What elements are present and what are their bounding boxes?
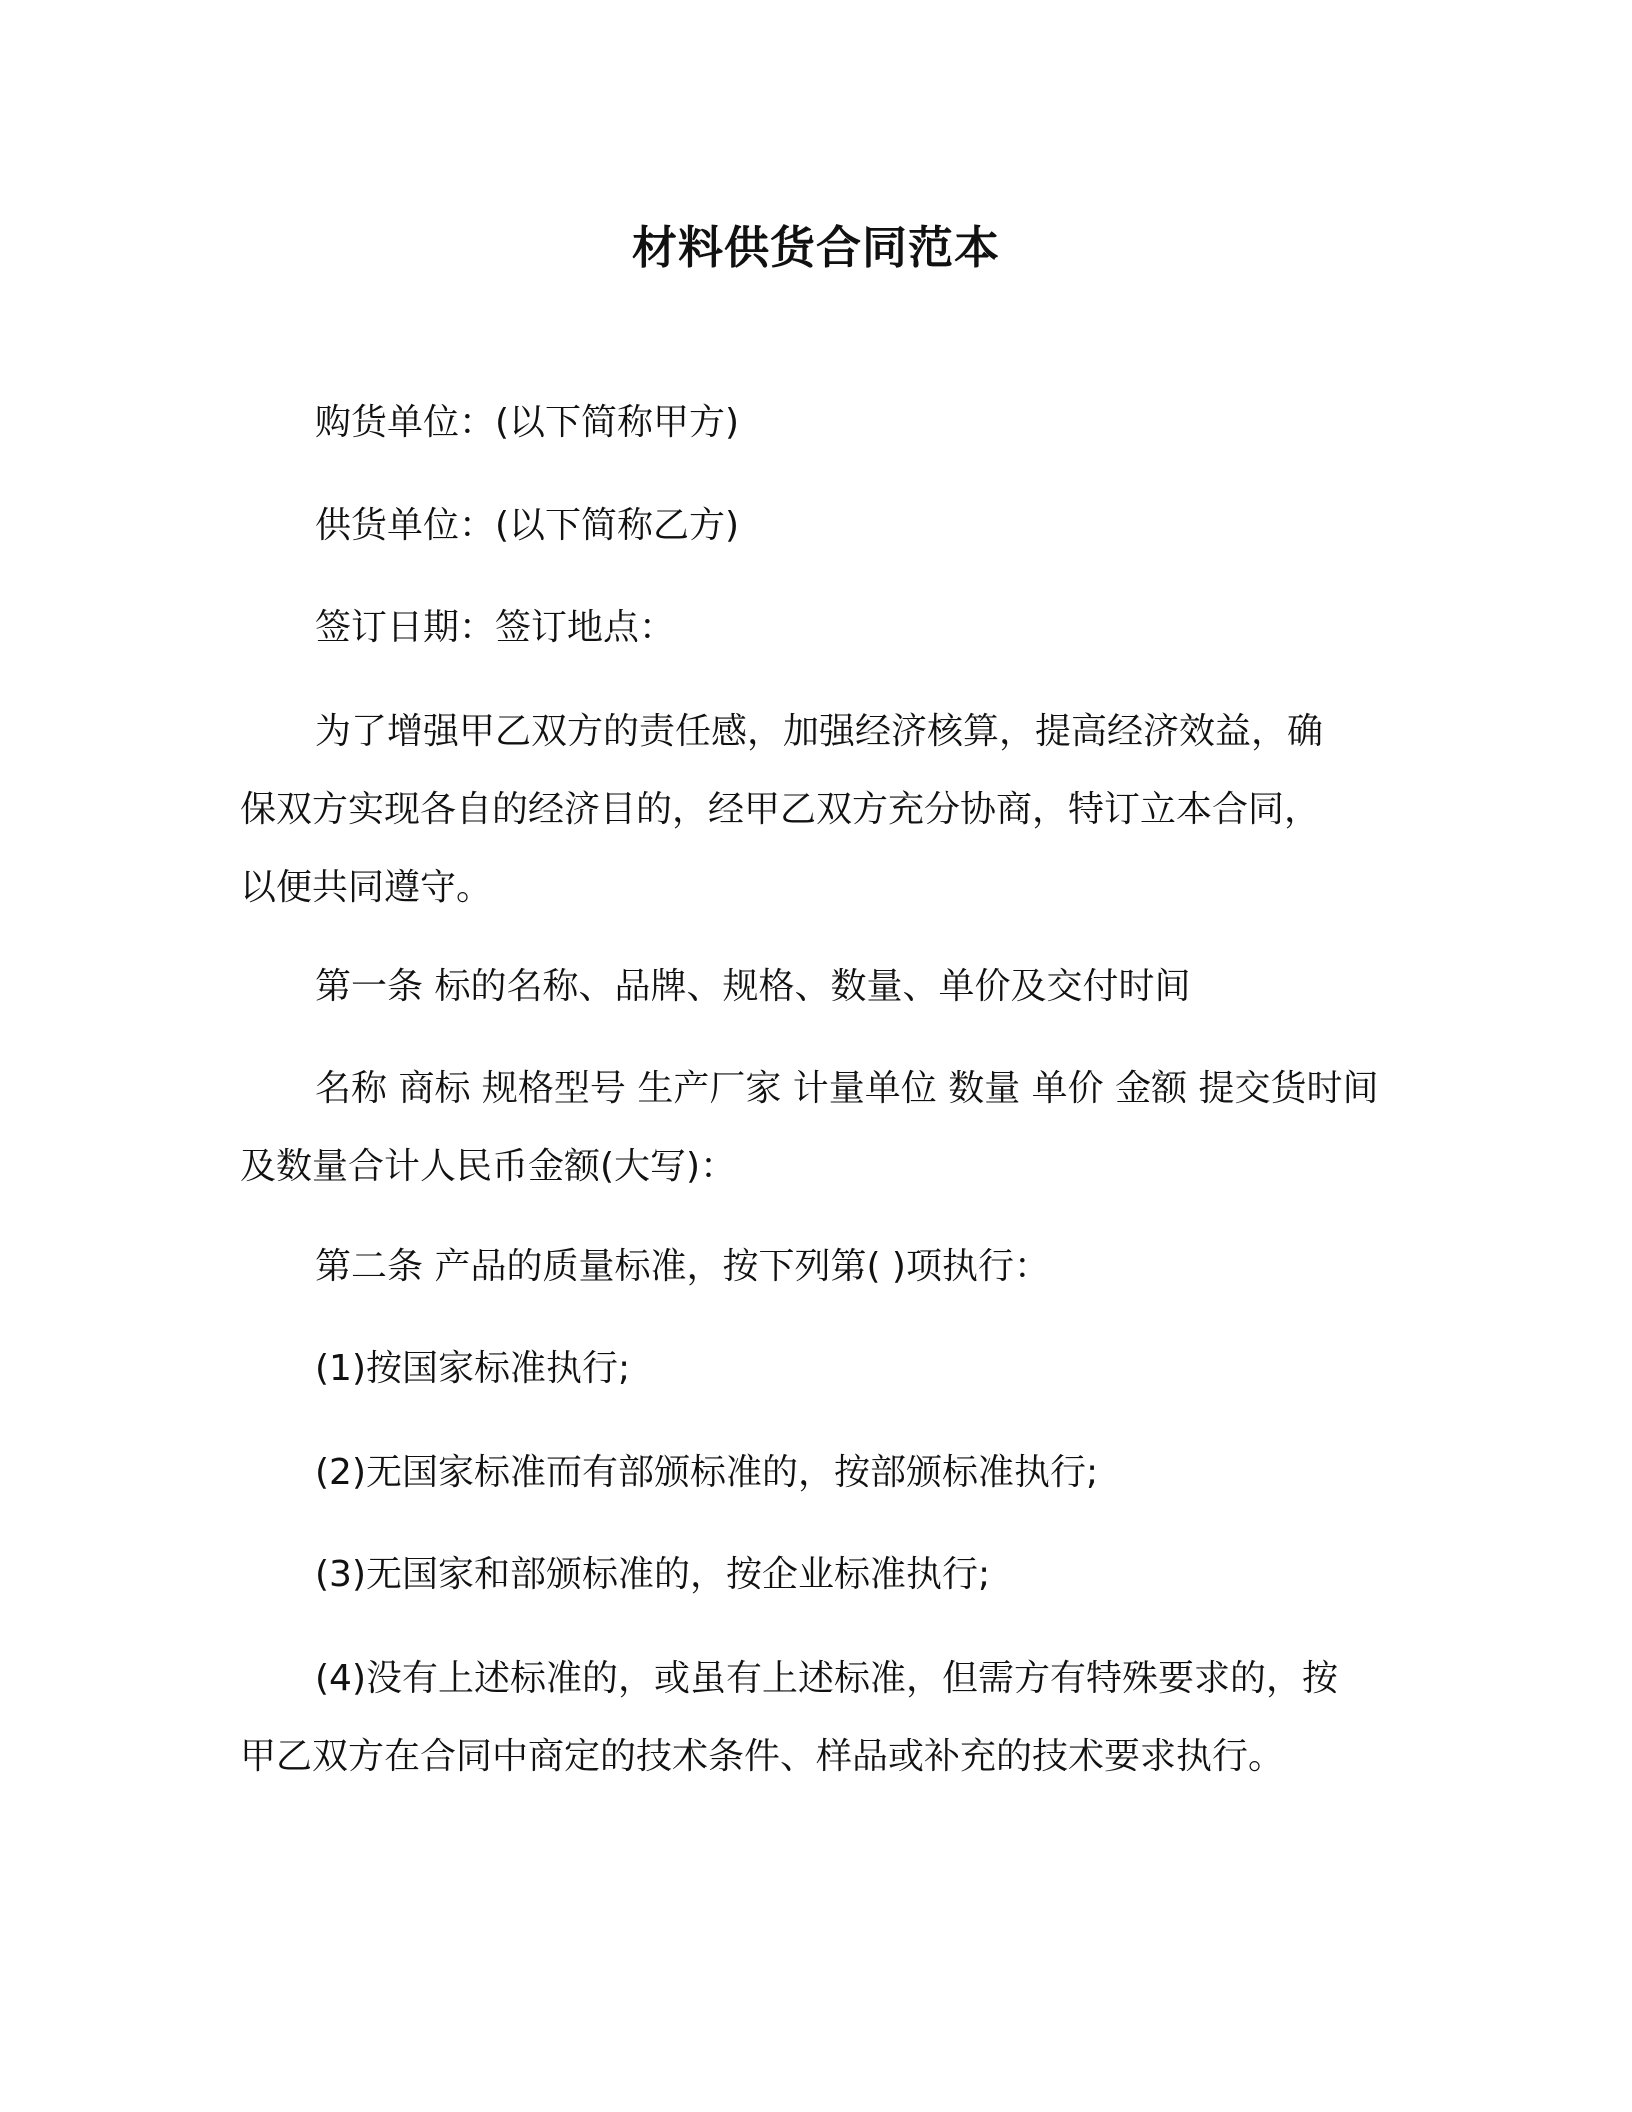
paragraph-line: 第二条 产品的质量标准，按下列第( )项执行：: [315, 1246, 1050, 1287]
paragraph-line: (2)无国家标准而有部颁标准的，按部颁标准执行;: [315, 1452, 1099, 1493]
paragraph-line: 第一条 标的名称、品牌、规格、数量、单价及交付时间: [315, 966, 1191, 1007]
paragraph-preamble: [240, 693, 1400, 927]
paragraph-line: 供货单位：(以下简称乙方): [315, 505, 740, 546]
paragraph-line: 及数量合计人民币金额(大写)：: [240, 1146, 737, 1187]
paragraph-line: 甲乙双方在合同中商定的技术条件、样品或补充的技术要求执行。: [240, 1736, 1285, 1777]
paragraph-clause-1: [240, 1330, 1400, 1408]
paragraph-sign-info: [240, 589, 1400, 667]
paragraph-clause-2: [240, 1434, 1400, 1512]
paragraph-line: (3)无国家和部颁标准的，按企业标准执行;: [315, 1554, 991, 1595]
paragraph-clause-3: [240, 1536, 1400, 1614]
paragraph-clause-4: [240, 1640, 1400, 1796]
paragraph-line: 购货单位：(以下简称甲方): [315, 402, 740, 443]
paragraph-buyer: [240, 384, 1400, 462]
paragraph-line: 签订日期：签订地点：: [315, 607, 676, 648]
paragraph-article-2: [240, 1228, 1400, 1306]
paragraph-supplier: [240, 487, 1400, 565]
paragraph-line: (4)没有上述标准的，或虽有上述标准，但需方有特殊要求的，按: [315, 1658, 1338, 1699]
paragraph-line: 以便共同遵守。: [240, 867, 493, 908]
paragraph-line: 为了增强甲乙双方的责任感，加强经济核算，提高经济效益，确: [315, 711, 1324, 752]
paragraph-item-list: [240, 1050, 1400, 1206]
paragraph-article-1: [240, 948, 1400, 1026]
paragraph-line: 名称 商标 规格型号 生产厂家 计量单位 数量 单价 金额 提交货时间: [315, 1068, 1379, 1109]
paragraph-line: (1)按国家标准执行;: [315, 1348, 631, 1389]
paragraph-line: 保双方实现各自的经济目的，经甲乙双方充分协商，特订立本合同，: [240, 789, 1321, 830]
document-title: 材料供货合同范本: [631, 221, 1000, 274]
